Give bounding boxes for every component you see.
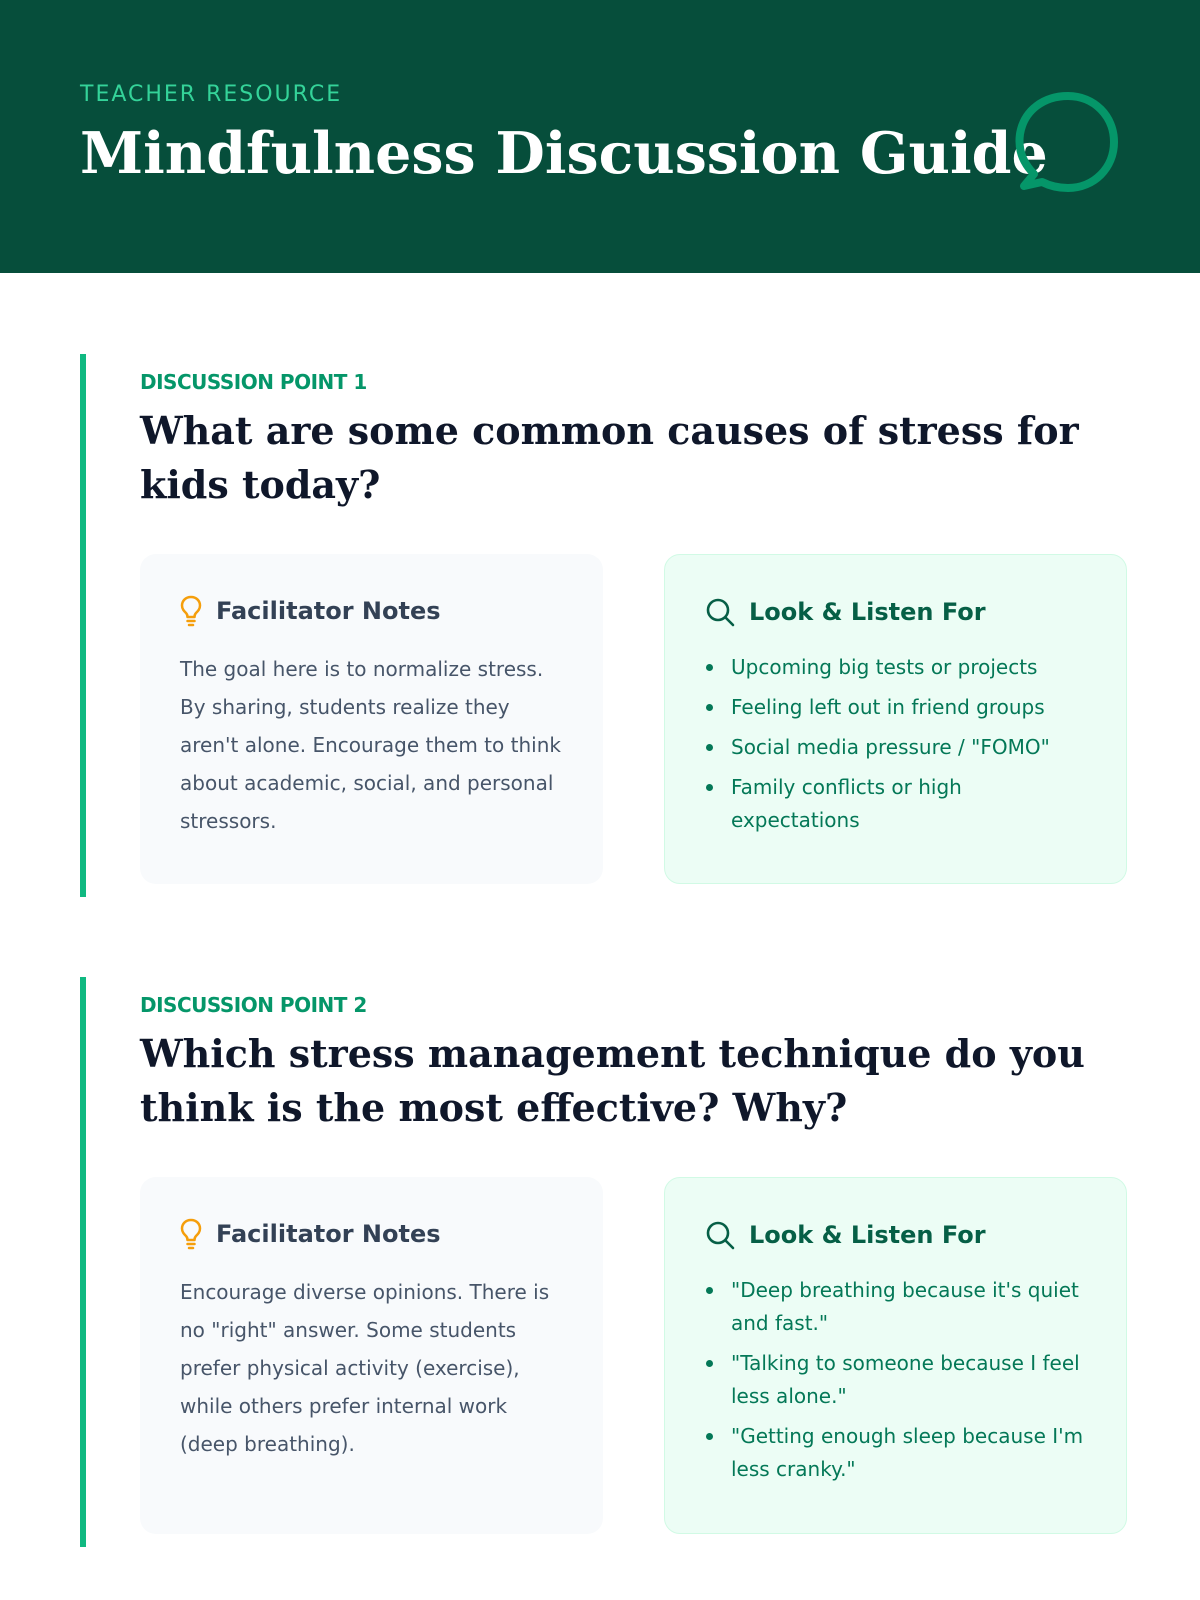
list-item: Feeling left out in friend groups: [705, 691, 1086, 724]
facilitator-notes-title: Facilitator Notes: [216, 597, 441, 625]
page-title: Mindfulness Discussion Guide: [80, 120, 1048, 187]
list-item: Upcoming big tests or projects: [705, 651, 1086, 684]
discussion-question: What are some common causes of stress for kids today?: [140, 408, 1079, 507]
list-item: "Talking to someone because I feel less alone.": [705, 1347, 1086, 1413]
discussion-question: Which stress management technique do you think is the most effective? Why?: [140, 1031, 1085, 1130]
search-icon: [705, 597, 735, 627]
list-item: "Deep breathing because it's quiet and fast.": [705, 1274, 1086, 1340]
lightbulb-icon: [180, 595, 202, 627]
facilitator-notes-title: Facilitator Notes: [216, 1220, 441, 1248]
facilitator-notes-card: [140, 1177, 603, 1534]
discussion-point-label: DISCUSSION POINT 2: [140, 993, 367, 1017]
facilitator-notes-card: [140, 554, 603, 884]
look-listen-list: [705, 651, 1086, 837]
list-item: Family conflicts or high expectations: [705, 771, 1086, 837]
look-listen-list: [705, 1274, 1086, 1486]
look-listen-card: [664, 1177, 1127, 1534]
list-item: Social media pressure / "FOMO": [705, 731, 1086, 764]
look-listen-card: [664, 554, 1127, 884]
discussion-point-2: [80, 977, 1126, 1547]
discussion-point-label: DISCUSSION POINT 1: [140, 370, 367, 394]
header-banner: [0, 0, 1200, 273]
facilitator-notes-text: Encourage diverse opinions. There is no "right" answer. Some students prefer physical activity (exercise), while others prefer internal work (deep breathing).: [180, 1280, 550, 1456]
facilitator-notes-text: The goal here is to normalize stress. By sharing, students realize they aren't alone. Encourage them to think about academic, social, and personal stressors.: [180, 657, 561, 833]
lightbulb-icon: [180, 1218, 202, 1250]
chat-bubble-icon: [1012, 88, 1122, 198]
list-item: "Getting enough sleep because I'm less cranky.": [705, 1420, 1086, 1486]
look-listen-title: Look & Listen For: [749, 1221, 986, 1249]
search-icon: [705, 1220, 735, 1250]
eyebrow-label: TEACHER RESOURCE: [80, 82, 343, 107]
discussion-point-1: [80, 354, 1126, 897]
look-listen-title: Look & Listen For: [749, 598, 986, 626]
